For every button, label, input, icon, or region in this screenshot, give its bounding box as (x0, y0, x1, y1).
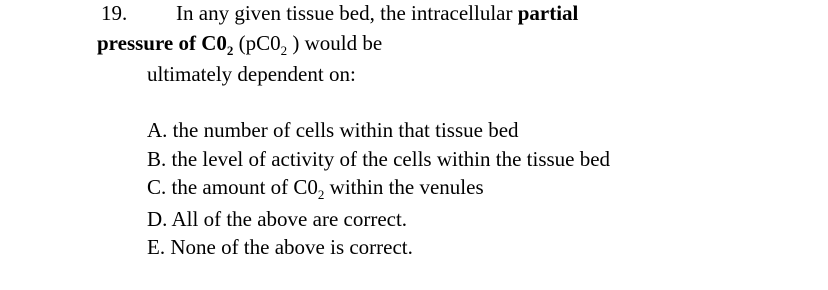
subscript: 2 (317, 187, 325, 202)
question-stem-line-1 (176, 3, 578, 24)
question-stem-text: ) would be (287, 31, 383, 55)
answer-option-e[interactable]: E. None of the above is correct. (147, 235, 413, 259)
answer-option-text: C. the amount of C0 (147, 175, 318, 199)
answer-option-text: within the venules (324, 175, 484, 199)
question-stem-text: In any given tissue bed, the intracellular (176, 1, 518, 25)
question-stem-text: (pC0 (233, 31, 281, 55)
subscript: 2 (226, 43, 234, 58)
question-stem-bold-term: pressure of C0 (97, 31, 227, 55)
answer-option-b[interactable]: B. the level of activity of the cells within the tissue bed (147, 147, 611, 171)
answer-option-d[interactable]: D. All of the above are correct. (147, 207, 408, 231)
answer-option-a[interactable]: A. the number of cells within that tissue bed (147, 118, 519, 142)
question-stem-line-2 (97, 31, 383, 58)
answer-option-c[interactable] (147, 175, 484, 202)
subscript: 2 (280, 43, 288, 58)
question-stem-line-3: ultimately dependent on: (147, 62, 356, 86)
question-number: 19. (101, 1, 128, 25)
question-stem-bold-term: partial (517, 1, 579, 25)
